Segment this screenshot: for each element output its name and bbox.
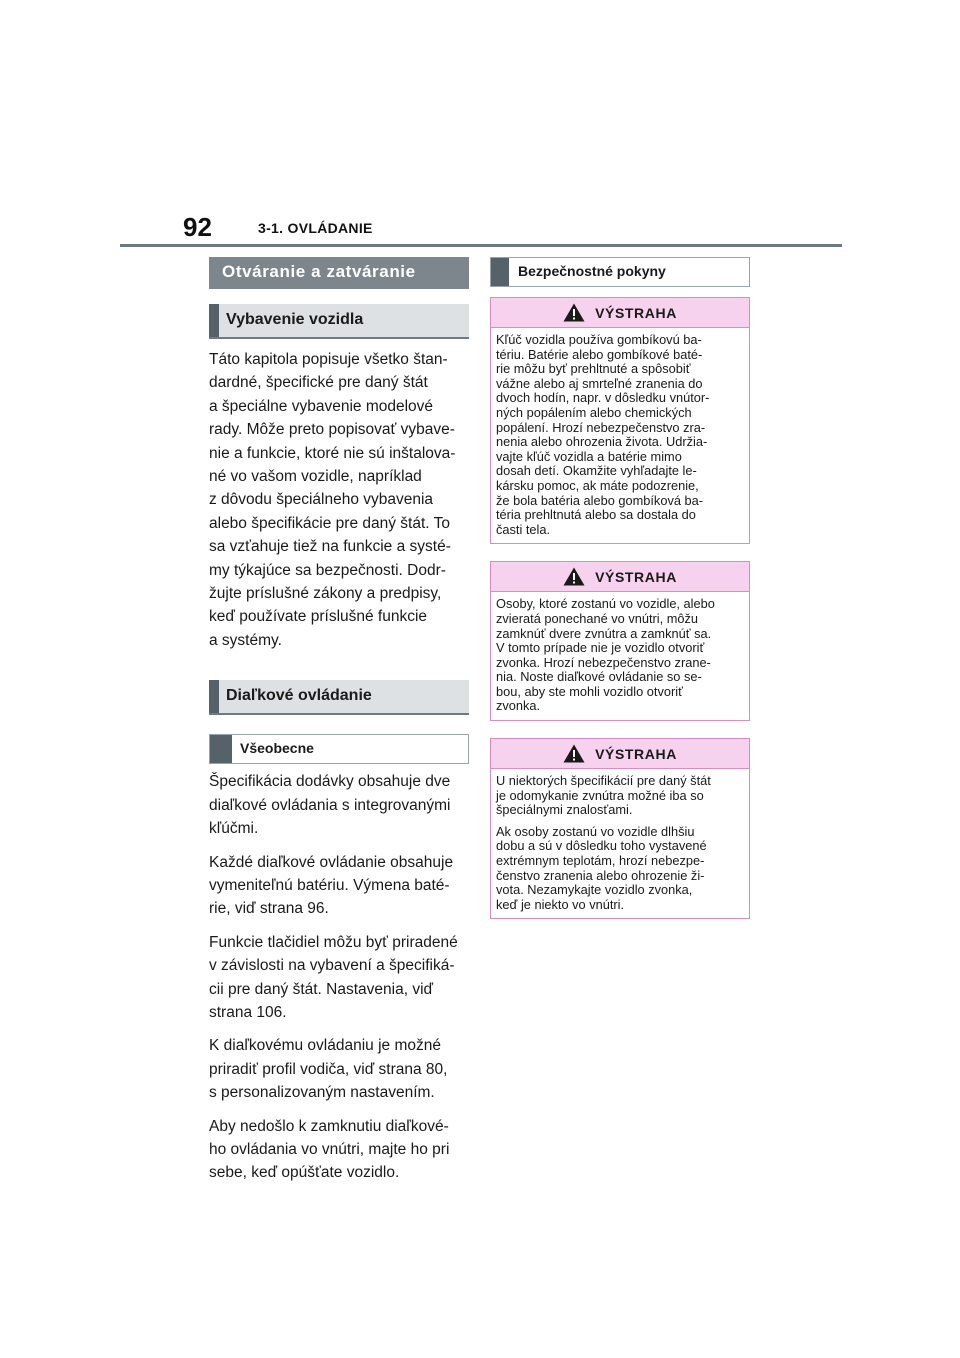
warning-box [490,297,750,544]
left-column [209,257,469,1195]
right-column [490,257,750,919]
warning-box [490,561,750,721]
warning-paragraph: U niektorých špecifikácií pre daný štát je odomykanie zvnútra možné iba so špeciálnymi znalosťami. [496,773,711,818]
chapter-title: 3-1. OVLÁDANIE [258,220,373,236]
warning-body [491,328,749,543]
subsection-heading-vseobecne [209,734,469,764]
warning-triangle-icon [563,744,585,763]
warning-title-label: VÝSTRAHA [595,568,677,585]
paragraph: Aby nedošlo k zamknutiu diaľkové- ho ovládania vo vnútri, majte ho pri sebe, keď opúšťate vozidlo. [209,1117,450,1182]
section-heading-vybavenie [209,304,469,339]
section-heading-label: Diaľkové ovládanie [226,687,372,705]
safety-heading [490,257,750,287]
section-marker [209,680,219,713]
section-heading-dialkove [209,680,469,715]
warning-paragraph: Kľúč vozidla používa gombíkovú ba- tériu. Batérie alebo gombíkové baté- rie môžu byť prehltnuté a spôsobiť vážne alebo aj smrteľné zranenia do dvoch hodín, napr. v dôsledku vnútor- ných popálením alebo chemických popálení. Hrozí nebezpečenstvo zra- nenia alebo ohrozenia života. Udržia- vajte kľúč vozidla a batérie mimo dosah detí. Okamžite vyhľadajte le- kársku pomoc, ak máte podozrenie, že bola batéria alebo gombíková ba- téria prehltnutá alebo sa dostala do časti tela. [496,332,710,537]
subsection-marker [210,735,232,763]
warning-title [491,739,749,769]
warning-paragraph: Osoby, ktoré zostanú vo vozidle, alebo zvieratá ponechané vo vnútri, môžu zamknúť dvere zvnútra a zamknúť sa. V tomto prípade nie je vozidlo otvoriť zvonka. Hrozí nebezpečenstvo zrane- nia. Noste diaľkové ovládanie so se- bou, aby ste mohli vozidlo otvoriť zvonka. [496,596,715,714]
section-body-dialkove [209,770,469,1185]
paragraph: K diaľkovému ovládaniu je možné priradiť profil vodiča, viď strana 80, s personalizovaným nastavením. [209,1037,448,1102]
section-marker [209,304,219,337]
warning-title-label: VÝSTRAHA [595,745,677,762]
header-divider [120,244,842,247]
chapter-heading: Otváranie a zatváranie [209,257,469,289]
warning-triangle-icon [563,303,585,322]
warning-title [491,298,749,328]
paragraph: Táto kapitola popisuje všetko štan- dardné, špecifické pre daný štát a špeciálne vybavenie modelové rady. Môže preto popisovať vybave- nie a funkcie, ktoré nie sú inštalova- né vo vašom vozidle, napríklad z dôvodu špeciálneho vybavenia alebo špecifikácie pre daný štát. To sa vzťahuje tiež na funkcie a systé- my týkajúce sa bezpečnosti. Dodr- žujte príslušné zákony a predpisy, keď používate príslušné funkcie a systémy. [209,351,456,649]
safety-heading-marker [491,258,509,286]
safety-heading-label: Bezpečnostné pokyny [518,263,666,279]
paragraph: Funkcie tlačidiel môžu byť priradené v závislosti na vybavení a špecifiká- cii pre daný štát. Nastavenia, viď strana 106. [209,933,458,1021]
warning-triangle-icon [563,567,585,586]
warning-title-label: VÝSTRAHA [595,304,677,321]
paragraph: Špecifikácia dodávky obsahuje dve diaľkové ovládania s integrovanými kľúčmi. [209,773,451,838]
paragraph: Každé diaľkové ovládanie obsahuje vymeniteľnú batériu. Výmena baté- rie, viď strana 96. [209,853,454,918]
section-heading-label: Vybavenie vozidla [226,311,364,328]
warning-box [490,738,750,919]
warning-title [491,562,749,592]
warning-body [491,769,749,918]
section-body-vybavenie [209,348,469,652]
subsection-heading-label: Všeobecne [240,740,314,757]
page-number: 92 [183,212,212,242]
warning-body [491,592,749,720]
warning-paragraph: Ak osoby zostanú vo vozidle dlhšiu dobu a sú v dôsledku toho vystavené extrémnym teplotám, hrozí nebezpe- čenstvo zranenia alebo ohrozenie ži- vota. Nezamykajte vozidlo zvonka, keď je niekto vo vnútri. [496,823,707,912]
